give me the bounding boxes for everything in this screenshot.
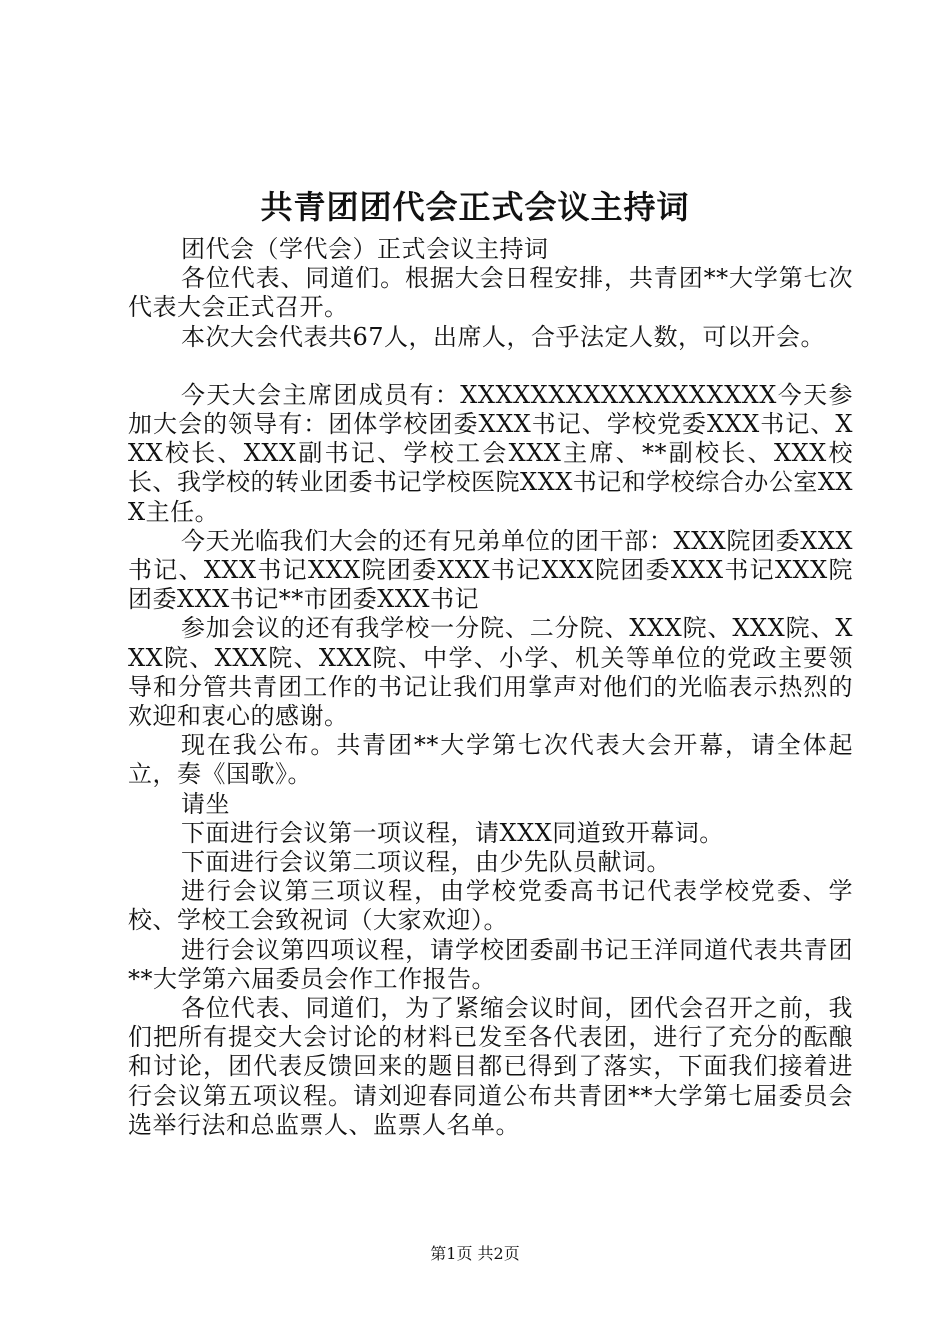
paragraph-attendees: 参加会议的还有我学校一分院、二分院、XXX院、XXX院、XXX院、XXX院、XXX院、中学、小学、机关等单位的党政主要领导和分管共青团工作的书记让我们用掌声对他们的光临表示热烈的欢迎和衷心的感谢。 <box>128 614 853 731</box>
document-body <box>128 235 853 1140</box>
paragraph-agenda-2: 下面进行会议第二项议程，由少先队员献词。 <box>181 848 671 877</box>
paragraph-presidium: 今天大会主席团成员有：XXXXXXXXXXXXXXXXXX今天参加大会的领导有：团体学校团委XXX书记、学校党委XXX书记、XXX校长、XXX副书记、学校工会XXX主席、**副校长、XXX校长、我学校的转业团委书记学校医院XXX书记和学校综合办公室XXX主任。 <box>128 380 853 526</box>
paragraph-agenda-3: 进行会议第三项议程，由学校党委高书记代表学校党委、学校、学校工会致祝词（大家欢迎）。 <box>128 877 853 935</box>
paragraph-agenda-5: 各位代表、同道们，为了紧缩会议时间，团代会召开之前，我们把所有提交大会讨论的材料已发至各代表团，进行了充分的酝酿和讨论，团代表反馈回来的题目都已得到了落实，下面我们接着进行会议第五项议程。请刘迎春同道公布共青团**大学第七届委员会选举行法和总监票人、监票人名单。 <box>128 994 853 1139</box>
paragraph-agenda-1: 下面进行会议第一项议程，请XXX同道致开幕词。 <box>181 818 724 847</box>
paragraph-attendance: 本次大会代表共67人，出席人，合乎法定人数，可以开会。 <box>181 322 826 351</box>
paragraph-anthem: 现在我公布。共青团**大学第七次代表大会开幕，请全体起立，奏《国歌》。 <box>128 731 853 789</box>
paragraph-subtitle: 团代会（学代会）正式会议主持词 <box>181 235 549 263</box>
paragraph-guests: 今天光临我们大会的还有兄弟单位的团干部：XXX院团委XXX书记、XXX书记XXX院团委XXX书记XXX院团委XXX书记XXX院团委XXX书记**市团委XXX书记 <box>128 526 853 614</box>
paragraph-be-seated: 请坐 <box>181 789 230 818</box>
page-footer: 第1页 共2页 <box>430 1244 520 1263</box>
paragraph-agenda-4: 进行会议第四项议程，请学校团委副书记王洋同道代表共青团**大学第六届委员会作工作报告。 <box>128 935 853 993</box>
paragraph-opening: 各位代表、同道们。根据大会日程安排，共青团**大学第七次代表大会正式召开。 <box>128 264 853 322</box>
document-title: 共青团团代会正式会议主持词 <box>260 188 690 226</box>
